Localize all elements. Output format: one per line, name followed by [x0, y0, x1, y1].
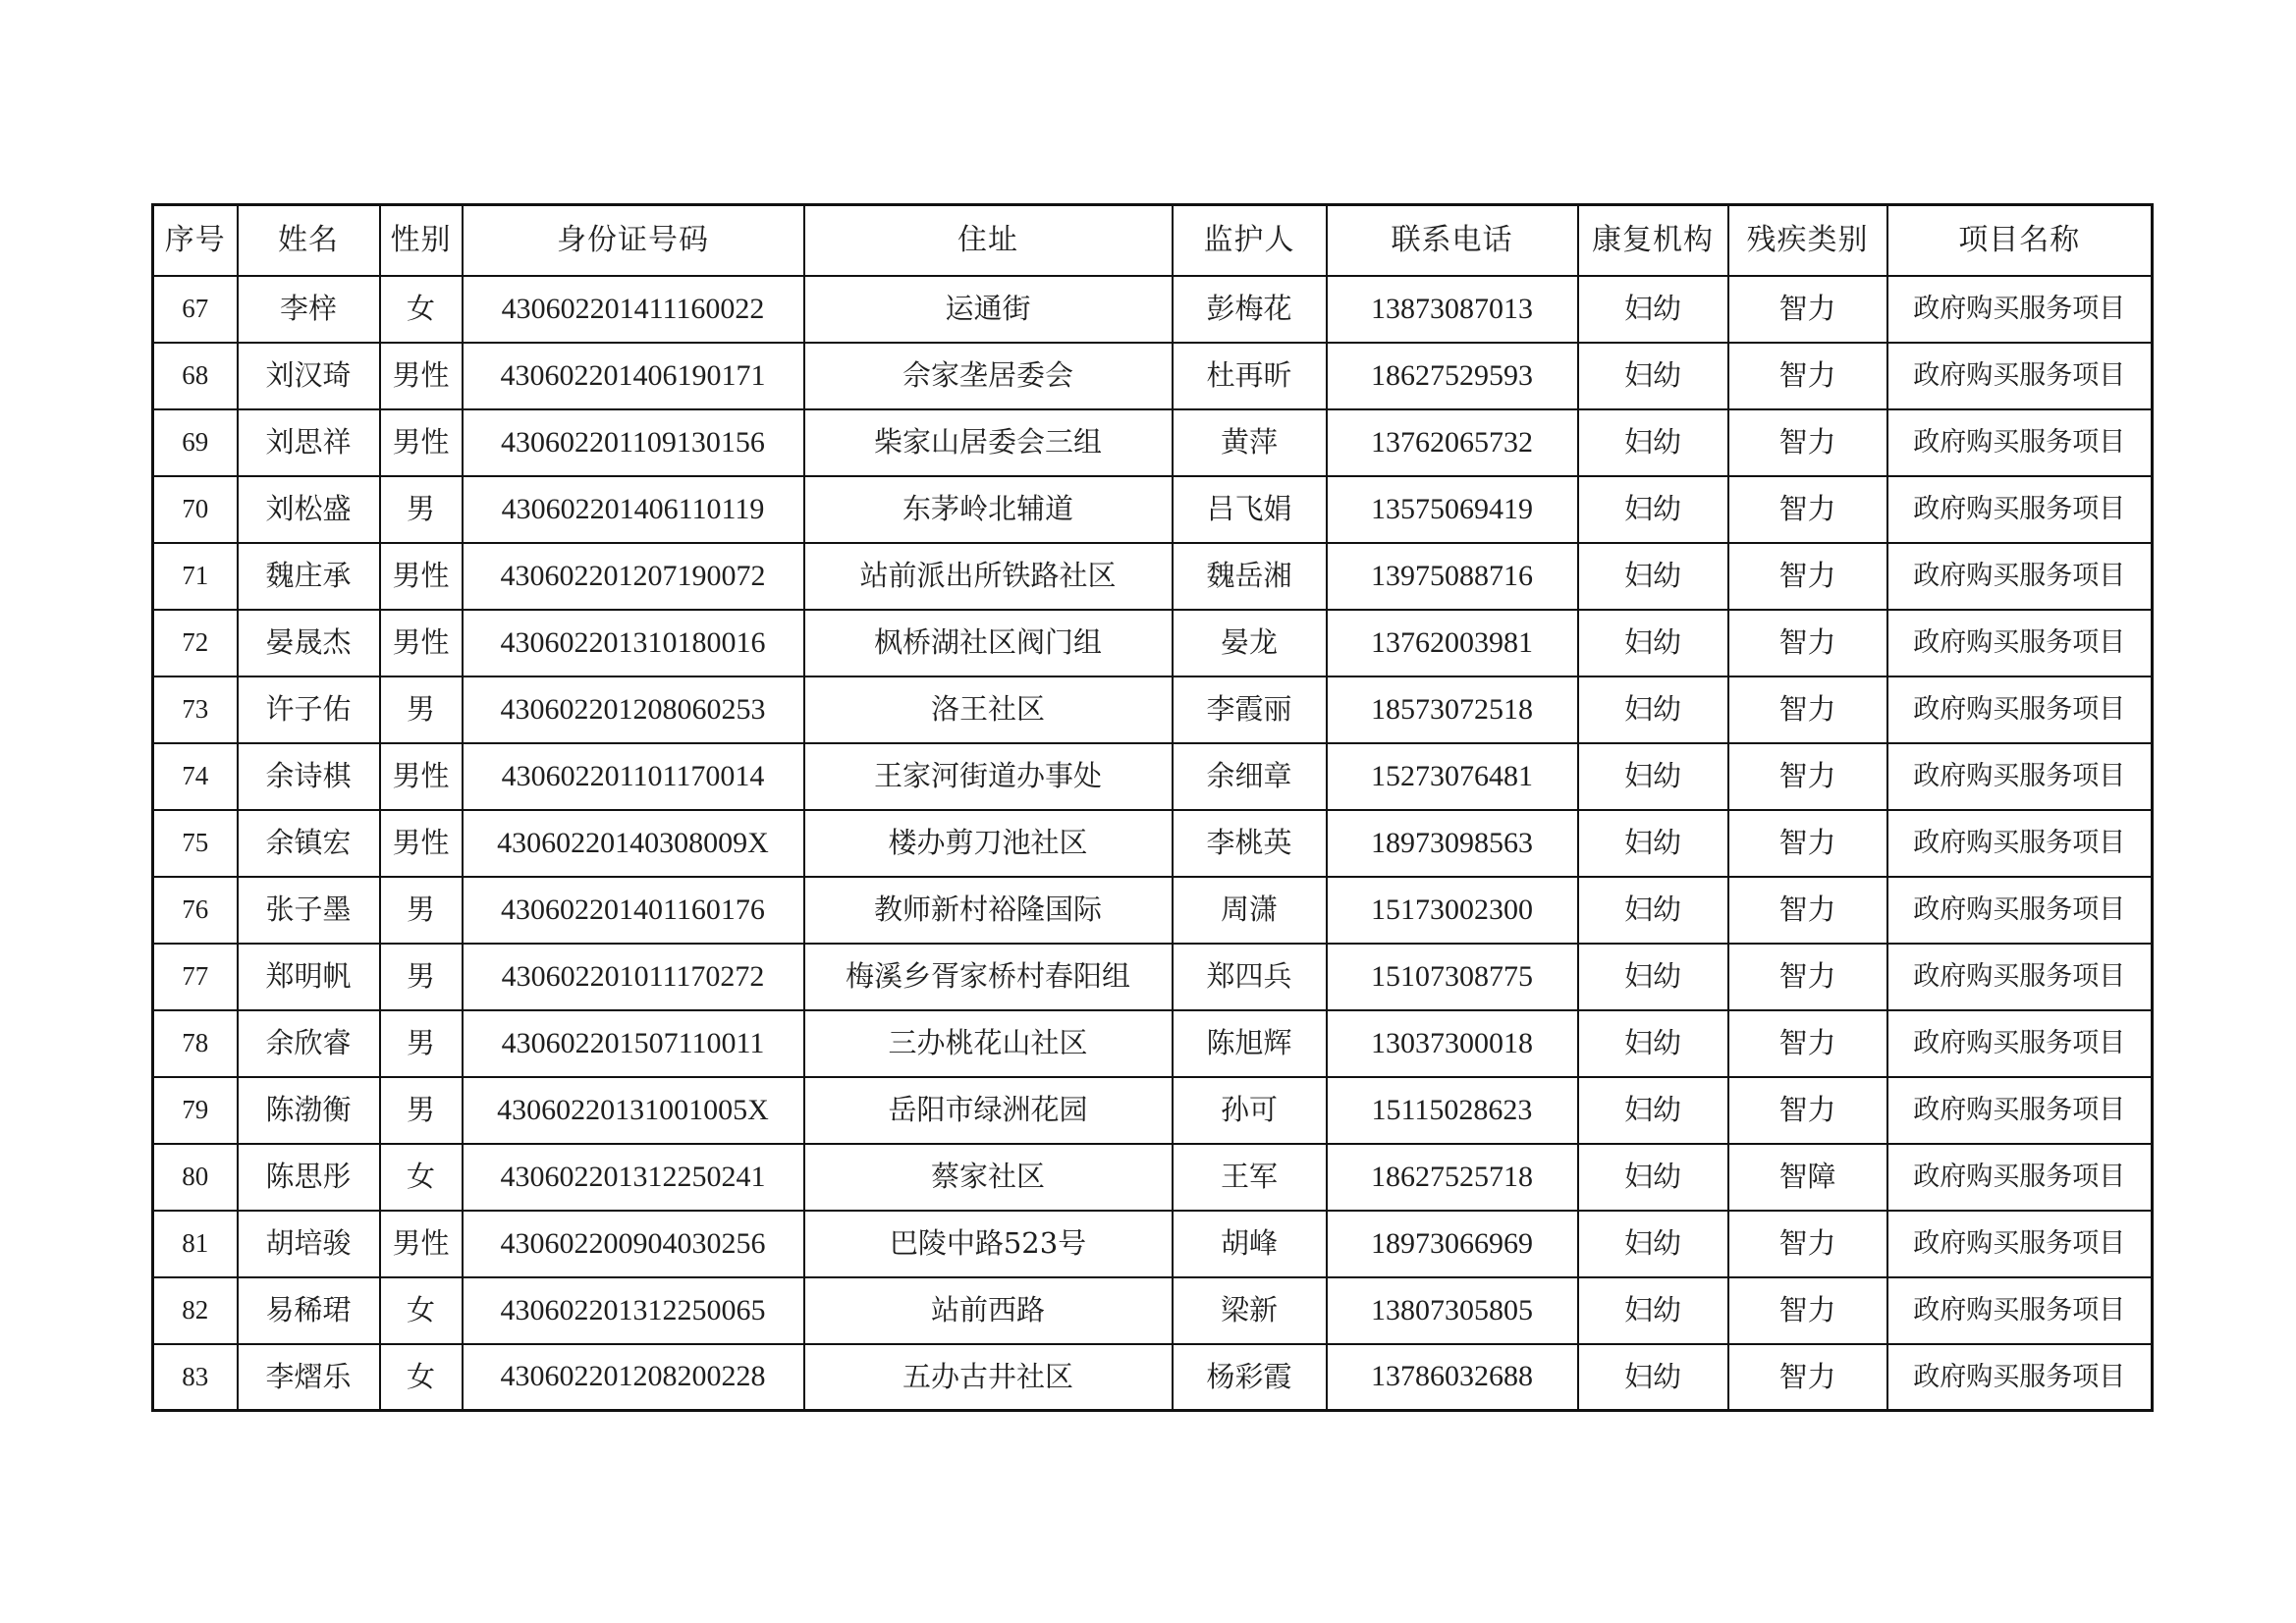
name-cell: 胡培骏: [238, 1211, 380, 1277]
project-name-cell: 政府购买服务项目: [1887, 1077, 2153, 1144]
guardian-cell: 陈旭辉: [1173, 1010, 1327, 1077]
rehab-institution-cell: 妇幼: [1578, 343, 1728, 409]
guardian-cell: 周潇: [1173, 877, 1327, 944]
rehab-institution-cell: 妇幼: [1578, 1211, 1728, 1277]
table-row: [153, 1344, 2153, 1411]
project-name-cell: 政府购买服务项目: [1887, 476, 2153, 543]
id-number-cell: 43060220140308009X: [463, 810, 804, 877]
id-number-cell: 430602200904030256: [463, 1211, 804, 1277]
phone-cell: 15115028623: [1327, 1077, 1578, 1144]
serial-number-cell: 67: [153, 276, 238, 343]
phone-cell: 13786032688: [1327, 1344, 1578, 1411]
rehab-institution-cell: 妇幼: [1578, 944, 1728, 1010]
disability-type-cell: 智力: [1728, 476, 1887, 543]
rehab-institution-cell: 妇幼: [1578, 1010, 1728, 1077]
phone-cell: 15107308775: [1327, 944, 1578, 1010]
guardian-cell: 胡峰: [1173, 1211, 1327, 1277]
id-number-cell: 430602201507110011: [463, 1010, 804, 1077]
serial-number-cell: 72: [153, 610, 238, 676]
address-cell: 王家河街道办事处: [804, 743, 1173, 810]
serial-number-cell: 68: [153, 343, 238, 409]
project-name-cell: 政府购买服务项目: [1887, 877, 2153, 944]
project-name-cell: 政府购买服务项目: [1887, 343, 2153, 409]
serial-number-cell: 77: [153, 944, 238, 1010]
guardian-cell: 魏岳湘: [1173, 543, 1327, 610]
id-number-cell: 430602201208200228: [463, 1344, 804, 1411]
phone-cell: 13762003981: [1327, 610, 1578, 676]
disability-type-cell: 智力: [1728, 1077, 1887, 1144]
address-cell: 枫桥湖社区阀门组: [804, 610, 1173, 676]
phone-cell: 18573072518: [1327, 676, 1578, 743]
name-cell: 刘松盛: [238, 476, 380, 543]
gender-cell: 女: [380, 1144, 463, 1211]
disability-type-cell: 智力: [1728, 810, 1887, 877]
id-number-cell: 430602201411160022: [463, 276, 804, 343]
disability-type-cell: 智力: [1728, 1010, 1887, 1077]
address-cell: 站前派出所铁路社区: [804, 543, 1173, 610]
rehab-institution-cell: 妇幼: [1578, 276, 1728, 343]
project-name-cell: 政府购买服务项目: [1887, 676, 2153, 743]
name-cell: 刘汉琦: [238, 343, 380, 409]
phone-cell: 13807305805: [1327, 1277, 1578, 1344]
disability-type-cell: 智力: [1728, 1211, 1887, 1277]
gender-cell: 男性: [380, 543, 463, 610]
gender-cell: 男: [380, 1077, 463, 1144]
address-cell: 蔡家社区: [804, 1144, 1173, 1211]
table-row: [153, 276, 2153, 343]
serial-number-cell: 76: [153, 877, 238, 944]
table-row: [153, 944, 2153, 1010]
guardian-cell: 彭梅花: [1173, 276, 1327, 343]
name-cell: 魏庄承: [238, 543, 380, 610]
project-name-cell: 政府购买服务项目: [1887, 276, 2153, 343]
table-row: [153, 543, 2153, 610]
name-cell: 易稀珺: [238, 1277, 380, 1344]
serial-number-cell: 74: [153, 743, 238, 810]
header-guardian: 监护人: [1173, 205, 1327, 276]
project-name-cell: 政府购买服务项目: [1887, 610, 2153, 676]
id-number-cell: 430602201312250065: [463, 1277, 804, 1344]
table-row: [153, 476, 2153, 543]
phone-cell: 18973066969: [1327, 1211, 1578, 1277]
disability-type-cell: 智力: [1728, 676, 1887, 743]
address-cell: 洛王社区: [804, 676, 1173, 743]
gender-cell: 男性: [380, 610, 463, 676]
name-cell: 李梓: [238, 276, 380, 343]
disability-type-cell: 智力: [1728, 343, 1887, 409]
id-number-cell: 430602201208060253: [463, 676, 804, 743]
gender-cell: 男: [380, 676, 463, 743]
guardian-cell: 孙可: [1173, 1077, 1327, 1144]
disability-type-cell: 智力: [1728, 276, 1887, 343]
guardian-cell: 杨彩霞: [1173, 1344, 1327, 1411]
gender-cell: 男性: [380, 409, 463, 476]
address-cell: 岳阳市绿洲花园: [804, 1077, 1173, 1144]
phone-cell: 18973098563: [1327, 810, 1578, 877]
phone-cell: 13575069419: [1327, 476, 1578, 543]
gender-cell: 男性: [380, 1211, 463, 1277]
name-cell: 刘思祥: [238, 409, 380, 476]
project-name-cell: 政府购买服务项目: [1887, 1144, 2153, 1211]
id-number-cell: 43060220131001005X: [463, 1077, 804, 1144]
gender-cell: 男: [380, 476, 463, 543]
rehab-institution-cell: 妇幼: [1578, 810, 1728, 877]
table-row: [153, 810, 2153, 877]
id-number-cell: 430602201401160176: [463, 877, 804, 944]
table-row: [153, 877, 2153, 944]
project-name-cell: 政府购买服务项目: [1887, 409, 2153, 476]
phone-cell: 13975088716: [1327, 543, 1578, 610]
project-name-cell: 政府购买服务项目: [1887, 1344, 2153, 1411]
table-body: [153, 276, 2153, 1411]
rehab-institution-cell: 妇幼: [1578, 1144, 1728, 1211]
rehab-institution-cell: 妇幼: [1578, 610, 1728, 676]
header-project-name: 项目名称: [1887, 205, 2153, 276]
phone-cell: 13873087013: [1327, 276, 1578, 343]
table-row: [153, 1277, 2153, 1344]
gender-cell: 男: [380, 944, 463, 1010]
serial-number-cell: 79: [153, 1077, 238, 1144]
id-number-cell: 430602201312250241: [463, 1144, 804, 1211]
name-cell: 郑明帆: [238, 944, 380, 1010]
address-cell: 楼办剪刀池社区: [804, 810, 1173, 877]
disability-type-cell: 智力: [1728, 877, 1887, 944]
disability-type-cell: 智障: [1728, 1144, 1887, 1211]
gender-cell: 男: [380, 1010, 463, 1077]
gender-cell: 女: [380, 1344, 463, 1411]
guardian-cell: 杜再昕: [1173, 343, 1327, 409]
rehab-institution-cell: 妇幼: [1578, 476, 1728, 543]
project-name-cell: 政府购买服务项目: [1887, 1211, 2153, 1277]
serial-number-cell: 73: [153, 676, 238, 743]
project-name-cell: 政府购买服务项目: [1887, 944, 2153, 1010]
id-number-cell: 430602201406190171: [463, 343, 804, 409]
phone-cell: 18627529593: [1327, 343, 1578, 409]
guardian-cell: 李桃英: [1173, 810, 1327, 877]
id-number-cell: 430602201101170014: [463, 743, 804, 810]
project-name-cell: 政府购买服务项目: [1887, 743, 2153, 810]
gender-cell: 女: [380, 1277, 463, 1344]
rehab-institution-cell: 妇幼: [1578, 543, 1728, 610]
address-cell: 三办桃花山社区: [804, 1010, 1173, 1077]
gender-cell: 女: [380, 276, 463, 343]
serial-number-cell: 80: [153, 1144, 238, 1211]
header-rehab-institution: 康复机构: [1578, 205, 1728, 276]
table-row: [153, 409, 2153, 476]
phone-cell: 13762065732: [1327, 409, 1578, 476]
project-name-cell: 政府购买服务项目: [1887, 543, 2153, 610]
project-name-cell: 政府购买服务项目: [1887, 1277, 2153, 1344]
rehab-institution-cell: 妇幼: [1578, 877, 1728, 944]
disability-type-cell: 智力: [1728, 743, 1887, 810]
guardian-cell: 梁新: [1173, 1277, 1327, 1344]
disability-type-cell: 智力: [1728, 1344, 1887, 1411]
address-cell: 柴家山居委会三组: [804, 409, 1173, 476]
address-cell: 运通街: [804, 276, 1173, 343]
header-disability-type: 残疾类别: [1728, 205, 1887, 276]
id-number-cell: 430602201310180016: [463, 610, 804, 676]
address-cell: 佘家垄居委会: [804, 343, 1173, 409]
header-gender: 性别: [380, 205, 463, 276]
table-row: [153, 743, 2153, 810]
header-row: [153, 205, 2153, 276]
name-cell: 余欣睿: [238, 1010, 380, 1077]
id-number-cell: 430602201207190072: [463, 543, 804, 610]
project-name-cell: 政府购买服务项目: [1887, 810, 2153, 877]
table-row: [153, 1144, 2153, 1211]
serial-number-cell: 78: [153, 1010, 238, 1077]
serial-number-cell: 82: [153, 1277, 238, 1344]
guardian-cell: 吕飞娟: [1173, 476, 1327, 543]
rehab-institution-cell: 妇幼: [1578, 409, 1728, 476]
address-cell: 巴陵中路523号: [804, 1211, 1173, 1277]
name-cell: 李熠乐: [238, 1344, 380, 1411]
serial-number-cell: 81: [153, 1211, 238, 1277]
name-cell: 余诗棋: [238, 743, 380, 810]
id-number-cell: 430602201406110119: [463, 476, 804, 543]
address-cell: 教师新村裕隆国际: [804, 877, 1173, 944]
gender-cell: 男性: [380, 343, 463, 409]
name-cell: 陈思彤: [238, 1144, 380, 1211]
name-cell: 余镇宏: [238, 810, 380, 877]
rehab-institution-cell: 妇幼: [1578, 676, 1728, 743]
guardian-cell: 黄萍: [1173, 409, 1327, 476]
guardian-cell: 余细章: [1173, 743, 1327, 810]
disability-type-cell: 智力: [1728, 409, 1887, 476]
rehab-institution-cell: 妇幼: [1578, 1277, 1728, 1344]
header-name: 姓名: [238, 205, 380, 276]
table-row: [153, 610, 2153, 676]
project-name-cell: 政府购买服务项目: [1887, 1010, 2153, 1077]
gender-cell: 男性: [380, 810, 463, 877]
id-number-cell: 430602201109130156: [463, 409, 804, 476]
table-row: [153, 1010, 2153, 1077]
phone-cell: 13037300018: [1327, 1010, 1578, 1077]
header-id-number: 身份证号码: [463, 205, 804, 276]
name-cell: 许子佑: [238, 676, 380, 743]
rehab-institution-cell: 妇幼: [1578, 1344, 1728, 1411]
serial-number-cell: 75: [153, 810, 238, 877]
rehab-institution-cell: 妇幼: [1578, 743, 1728, 810]
name-cell: 张子墨: [238, 877, 380, 944]
gender-cell: 男性: [380, 743, 463, 810]
address-cell: 东茅岭北辅道: [804, 476, 1173, 543]
phone-cell: 15173002300: [1327, 877, 1578, 944]
header-serial-number: 序号: [153, 205, 238, 276]
disability-type-cell: 智力: [1728, 543, 1887, 610]
name-cell: 晏晟杰: [238, 610, 380, 676]
id-number-cell: 430602201011170272: [463, 944, 804, 1010]
table-row: [153, 1211, 2153, 1277]
serial-number-cell: 83: [153, 1344, 238, 1411]
guardian-cell: 李霞丽: [1173, 676, 1327, 743]
phone-cell: 18627525718: [1327, 1144, 1578, 1211]
name-cell: 陈渤衡: [238, 1077, 380, 1144]
table-header: [153, 205, 2153, 276]
guardian-cell: 晏龙: [1173, 610, 1327, 676]
disability-rehab-roster-table: [151, 203, 2154, 1412]
gender-cell: 男: [380, 877, 463, 944]
address-cell: 五办古井社区: [804, 1344, 1173, 1411]
serial-number-cell: 71: [153, 543, 238, 610]
disability-type-cell: 智力: [1728, 610, 1887, 676]
guardian-cell: 王军: [1173, 1144, 1327, 1211]
table-row: [153, 1077, 2153, 1144]
table-row: [153, 676, 2153, 743]
disability-type-cell: 智力: [1728, 944, 1887, 1010]
rehab-institution-cell: 妇幼: [1578, 1077, 1728, 1144]
serial-number-cell: 70: [153, 476, 238, 543]
serial-number-cell: 69: [153, 409, 238, 476]
header-address: 住址: [804, 205, 1173, 276]
phone-cell: 15273076481: [1327, 743, 1578, 810]
address-cell: 站前西路: [804, 1277, 1173, 1344]
guardian-cell: 郑四兵: [1173, 944, 1327, 1010]
disability-type-cell: 智力: [1728, 1277, 1887, 1344]
header-phone: 联系电话: [1327, 205, 1578, 276]
table-row: [153, 343, 2153, 409]
address-cell: 梅溪乡胥家桥村春阳组: [804, 944, 1173, 1010]
